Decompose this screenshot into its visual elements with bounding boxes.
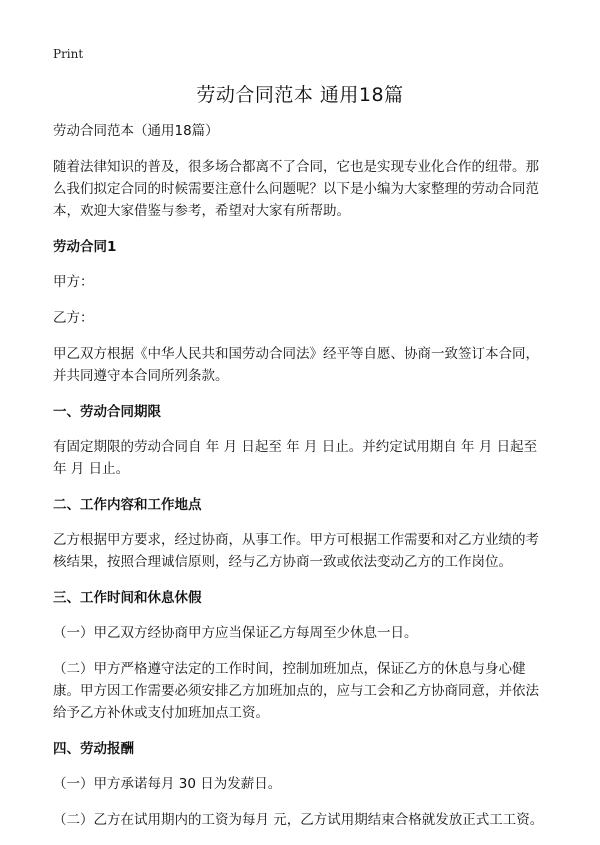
preamble-paragraph: 甲乙双方根据《中华人民共和国劳动合同法》经平等自愿、协商一致签订本合同，并共同遵守本合同所列条款。 xyxy=(53,346,539,384)
section-3-heading: 三、工作时间和休息休假 xyxy=(53,590,202,606)
section-3-item-2: （二）甲方严格遵守法定的工作时间，控制加班加点，保证乙方的休息与身心健康。甲方因工作需要必须安排乙方加班加点的，应与工会和乙方协商同意，并依法给予乙方补休或支付加班加点工资。 xyxy=(53,661,539,721)
print-link[interactable]: Print xyxy=(53,47,84,61)
page-title: 劳动合同范本 通用18篇 xyxy=(196,84,404,106)
document-body xyxy=(53,120,547,845)
section-1-text: 有固定期限的劳动合同自 年 月 日起至 年 月 日止。并约定试用期自 年 月 日起至 年 月 日止。 xyxy=(53,439,538,477)
section-2-text: 乙方根据甲方要求，经过协商，从事工作。甲方可根据工作需要和对乙方业绩的考核结果，按照合理诚信原则，经与乙方协商一致或依法变动乙方的工作岗位。 xyxy=(53,532,539,570)
document-subtitle: 劳动合同范本（通用18篇） xyxy=(53,123,219,139)
section-3-item-1: （一）甲乙双方经协商甲方应当保证乙方每周至少休息一日。 xyxy=(53,625,418,641)
section-4-item-1: （一）甲方承诺每月 30 日为发薪日。 xyxy=(53,776,282,792)
contract-heading: 劳动合同1 xyxy=(53,239,117,255)
party-b-line: 乙方： xyxy=(53,310,94,326)
section-4-heading: 四、劳动报酬 xyxy=(53,741,134,757)
intro-paragraph: 随着法律知识的普及，很多场合都离不了合同，它也是实现专业化合作的纽带。那么我们拟定合同的时候需要注意什么问题呢？以下是小编为大家整理的劳动合同范本，欢迎大家借鉴与参考，希望对大家有所帮助。 xyxy=(53,159,539,219)
party-a-line: 甲方： xyxy=(53,274,94,290)
section-4-item-2: （二）乙方在试用期内的工资为每月 元，乙方试用期结束合格就发放正式工工资。 xyxy=(53,812,544,828)
section-2-heading: 二、工作内容和工作地点 xyxy=(53,497,202,513)
section-1-heading: 一、劳动合同期限 xyxy=(53,404,161,420)
